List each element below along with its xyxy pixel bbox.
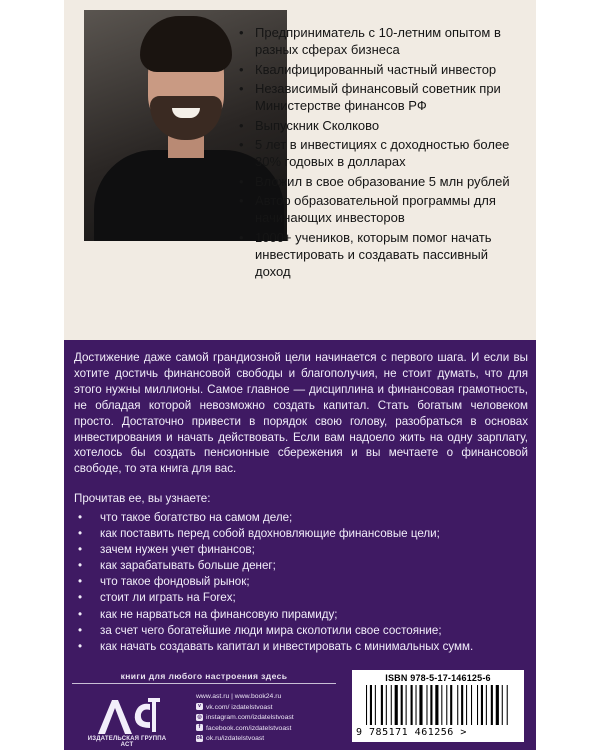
learn-item: • как поставить перед собой вдохновляющие финансовые цели;	[74, 526, 528, 542]
publisher-tagline: книги для любого настроения здесь	[120, 671, 288, 681]
facebook-link[interactable]: f facebook.com/izdatelstvoast	[196, 724, 346, 735]
learn-item: • стоит ли играть на Forex;	[74, 590, 528, 606]
bio-item: • Выпускник Сколково	[237, 117, 527, 134]
learn-item: • что такое фондовый рынок;	[74, 574, 528, 590]
tagline-divider	[72, 683, 336, 684]
vk-link[interactable]: v vk.com/ izdatelstvoast	[196, 703, 346, 714]
bio-item: • Независимый финансовый советник при Министерстве финансов РФ	[237, 80, 527, 114]
isbn-label: ISBN 978-5-17-146125-6	[385, 673, 491, 683]
learn-item: • как не нарваться на финансовую пирамиду;	[74, 607, 528, 623]
barcode-digits: 9 785171 461256 >	[356, 727, 467, 738]
learn-list	[74, 510, 528, 655]
publisher-logo-text: ИЗДАТЕЛЬСКАЯ ГРУППА АСТ	[87, 736, 167, 748]
ok-icon: ok	[196, 735, 203, 742]
ast-logo-icon	[88, 694, 164, 736]
bio-item: • Вложил в свое образование 5 млн рублей	[237, 173, 527, 190]
bio-item: • 5 лет в инвестициях с доходностью более 30% годовых в долларах	[237, 136, 527, 170]
instagram-link[interactable]: ◎ instagram.com/izdatelstvoast	[197, 713, 294, 722]
website-link[interactable]: www.ast.ru | www.book24.ru	[196, 693, 282, 700]
isbn-block	[352, 670, 524, 742]
bio-item: • Квалифицированный частный инвестор	[237, 61, 527, 78]
learn-item: • как зарабатывать больше денег;	[74, 558, 528, 574]
bio-item: • 1000+ учеников, которым помог начать инвестировать и создавать пассивный доход	[237, 229, 527, 280]
author-section	[64, 0, 536, 340]
vk-icon: v	[196, 703, 203, 710]
instagram-icon: ◎	[197, 713, 202, 720]
learn-item: • как начать создавать капитал и инвестировать с минимальных сумм.	[74, 639, 528, 655]
author-bio-list	[237, 24, 527, 282]
bio-item: • Предприниматель с 10-летним опытом в разных сферах бизнеса	[237, 24, 527, 58]
book-back-cover	[64, 0, 536, 750]
barcode-icon	[358, 685, 518, 725]
bio-item: • Автор образовательной программы для начинающих инвесторов	[237, 192, 527, 226]
publisher-links	[196, 692, 346, 745]
learn-intro: Прочитав ее, вы узнаете:	[74, 492, 211, 505]
description-section	[64, 340, 536, 750]
book-description: Достижение даже самой грандиозной цели начинается с первого шага. И если вы хотите достичь финансовой свободы и благополучия, не стоит думать, что для этого нужны миллионы. Самое главное — дисциплина и финансовая грамотность, не обладая которой невозможно создать капитал. Стать богатым человеком просто. Достаточно привести в порядок свою голову, разобраться в основах инвестирования и начать действовать. Если вам надоело жить на одну зарплату, хотелось бы создать пенсионные сбережения и вы мечтаете о финансовой свободе, то эта книга для вас.	[74, 351, 528, 476]
ok-link[interactable]: ok ok.ru/izdatelstvoast	[196, 735, 265, 743]
learn-item: • что такое богатство на самом деле;	[74, 510, 528, 526]
learn-item: • за счет чего богатейшие люди мира сколотили свое состояние;	[74, 623, 528, 639]
facebook-icon: f	[196, 724, 203, 731]
learn-item: • зачем нужен учет финансов;	[74, 542, 528, 558]
